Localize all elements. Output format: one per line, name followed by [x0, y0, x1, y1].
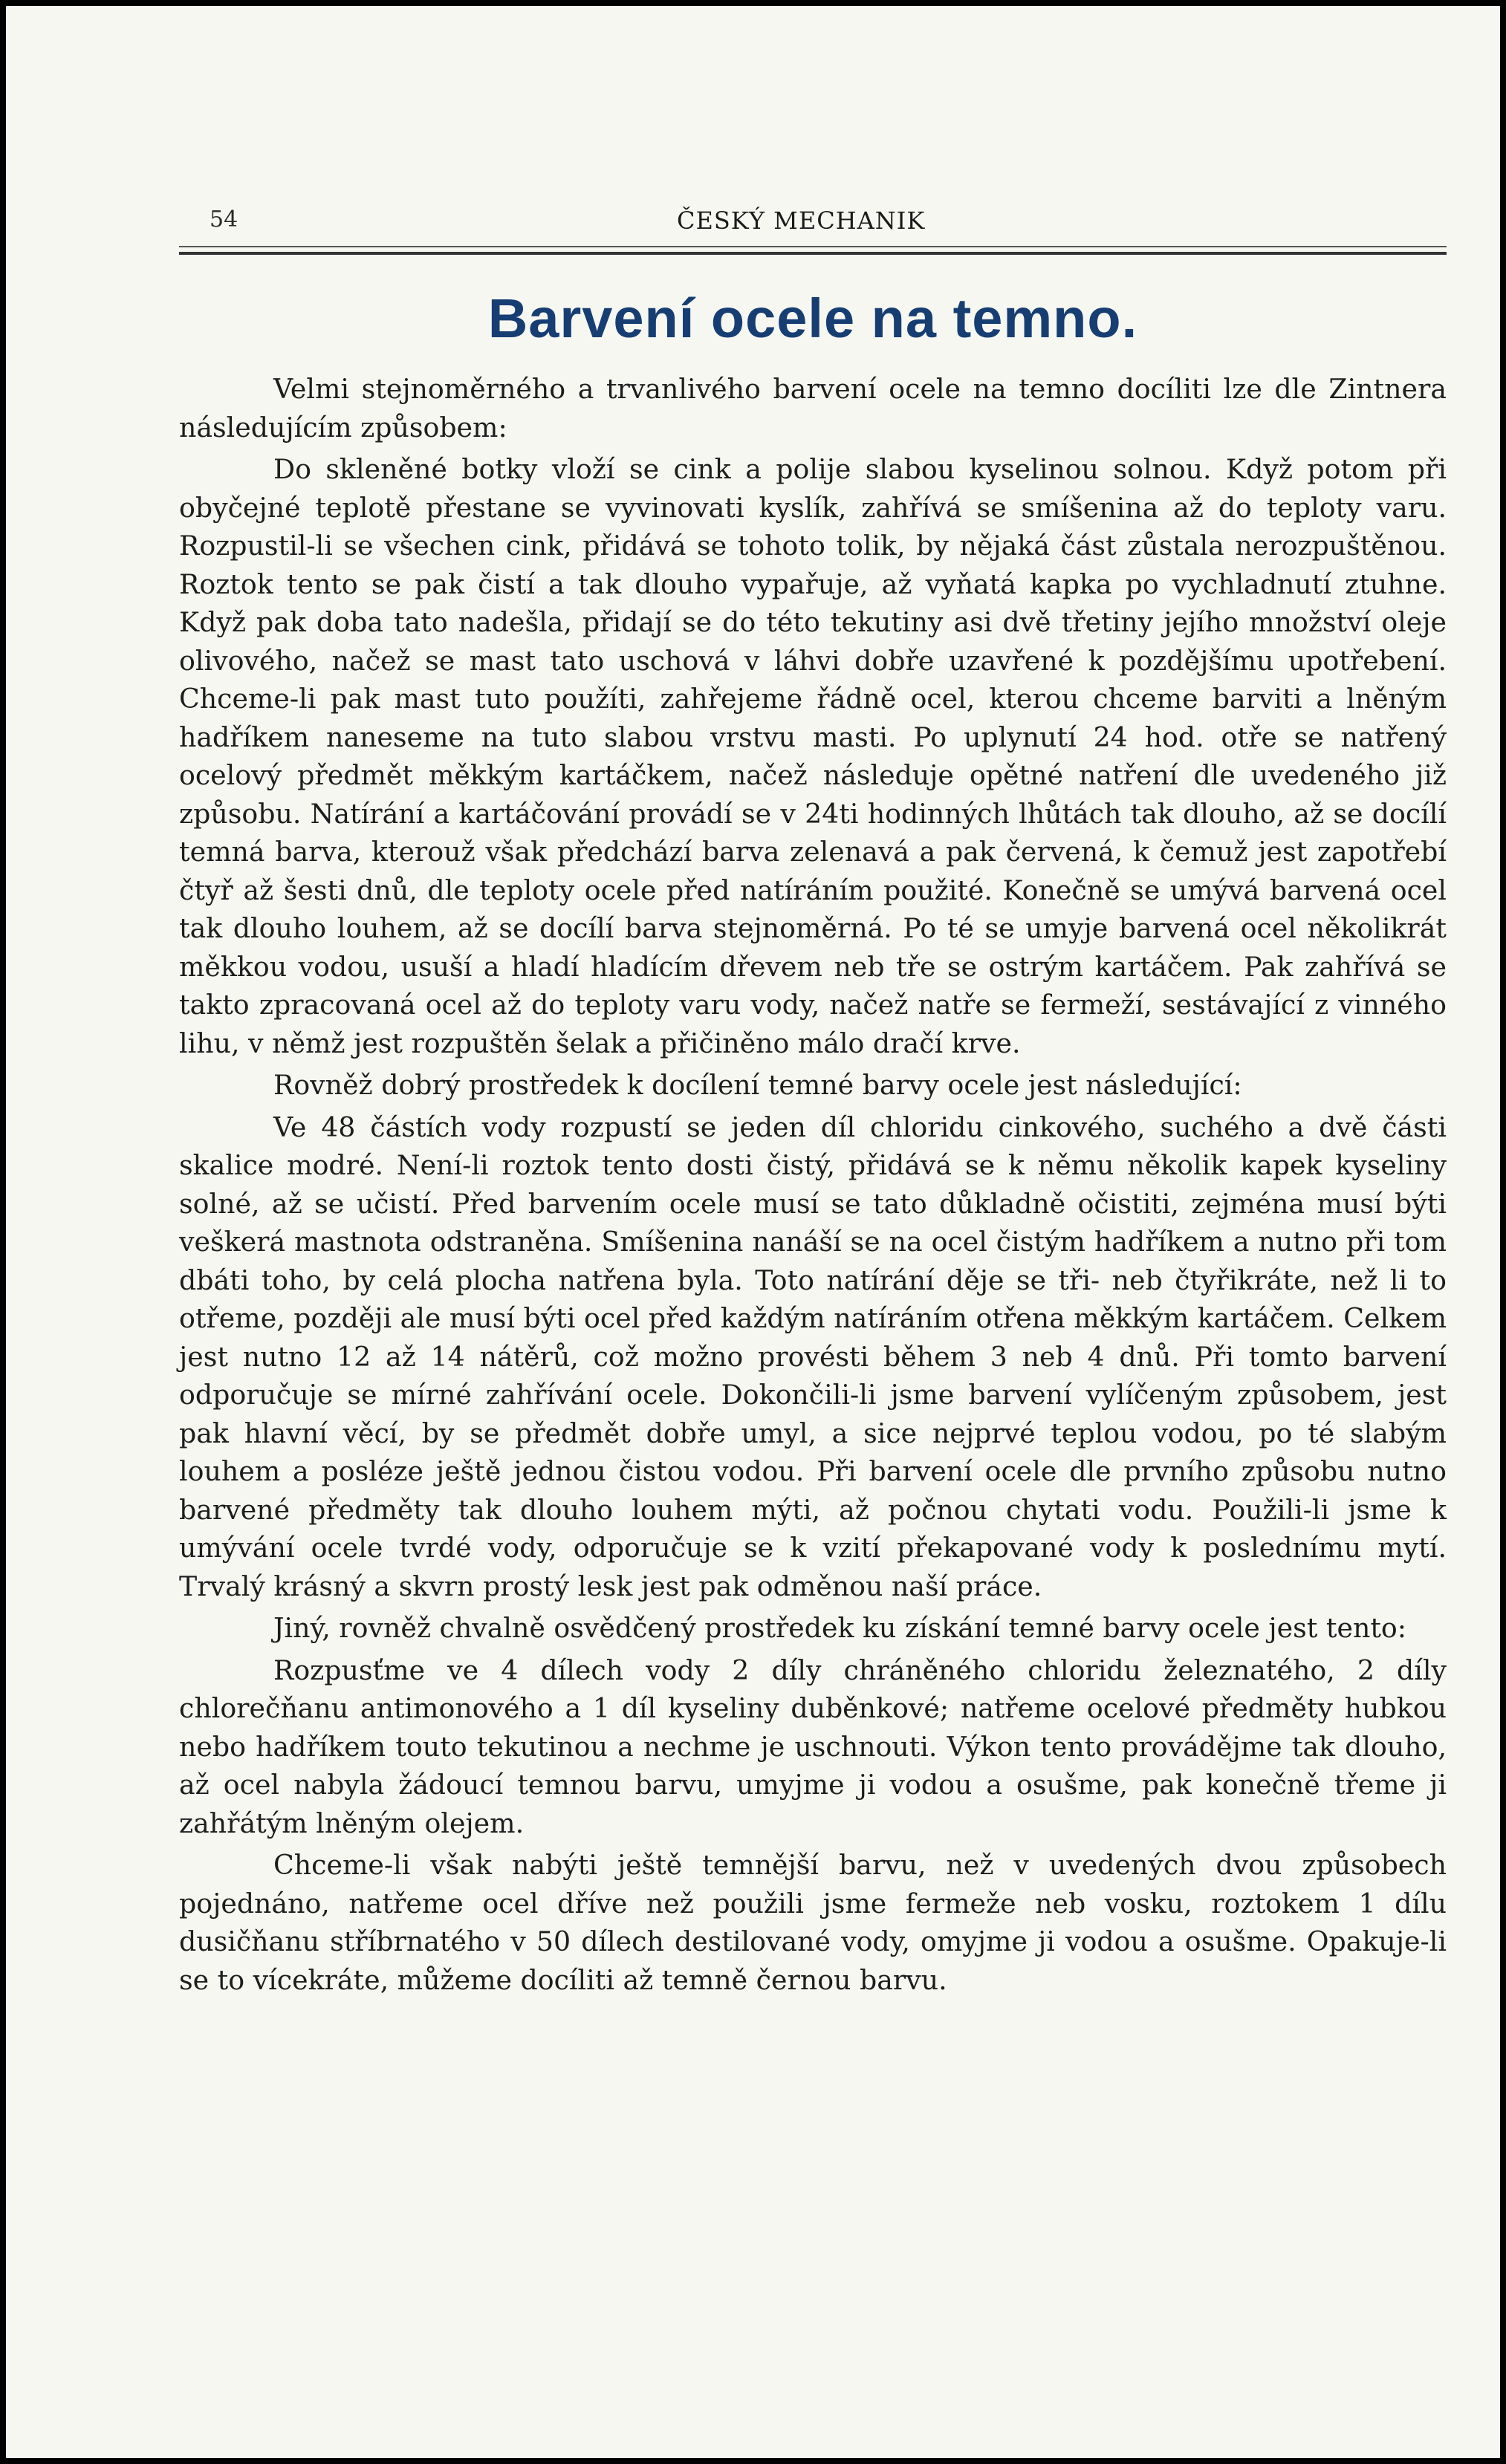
paragraph: Chceme-li však nabýti ještě temnější barvu, než v uvedených dvou způsobech pojednáno, natřeme ocel dříve než použili jsme fermeže neb vosku, roztokem 1 dílu dusičňanu stříbrnatého v 50 dílech destilované vody, omyjme ji vodou a osušme. Opakuje-li se to vícekráte, můžeme docíliti až temně černou barvu.	[179, 1849, 1447, 1996]
article-body	[179, 370, 1447, 2003]
header-rule	[179, 246, 1447, 247]
paragraph: Jiný, rovněž chvalně osvědčený prostředek ku získání temné barvy ocele jest tento:	[273, 1612, 1407, 1644]
paragraph: Do skleněné botky vloží se cink a polije slabou kyselinou solnou. Když potom při obyčejné teplotě přestane se vyvinovati kyslík, zahřívá se smíšenina až do teploty varu. Rozpustil-li se všechen cink, přidává se tohoto tolik, by nějaká část zůstala nerozpuštěnou. Roztok tento se pak čistí a tak dlouho vypařuje, až vyňatá kapka po vychladnutí ztuhne. Když pak doba tato nadešla, přidají se do této tekutiny asi dvě třetiny jejího množství oleje olivového, načež se mast tato uschová v láhvi dobře uzavřené k pozdějšímu upotřebení. Chceme-li pak mast tuto použíti, zahřejeme řádně ocel, kterou chceme barviti a lněným hadříkem naneseme na tuto slabou vrstvu masti. Po uplynutí 24 hod. otře se natřený ocelový předmět měkkým kartáčkem, načež následuje opětné natření dle uvedeného již způsobu. Natírání a kartáčování provádí se v 24ti hodinných lhůtách tak dlouho, až se docílí temná barva, kterouž však předchází barva zelenavá a pak červená, k čemuž jest zapotřebí čtyř až šesti dnů, dle teploty ocele před natíráním použité. Konečně se umývá barvená ocel tak dlouho louhem, až se docílí barva stejnoměrná. Po té se umyje barvená ocel několikrát měkkou vodou, usuší a hladí hladícím dřevem neb tře se ostrým kartáčem. Pak zahřívá se takto zpracovaná ocel až do teploty varu vody, načež natře se fermeží, sestávající z vinného lihu, v němž jest rozpuštěn šelak a přičiněno málo dračí krve.	[179, 453, 1447, 1059]
paragraph: Ve 48 částích vody rozpustí se jeden díl chloridu cinkového, suchého a dvě části skalice modré. Není-li roztok tento dosti čistý, přidává se k němu několik kapek kyseliny solné, až se učistí. Před barvením ocele musí se tato důkladně očistiti, zejména musí býti veškerá mastnota odstraněna. Smíšenina nanáší se na ocel čistým hadříkem a nutno při tom dbáti toho, by celá plocha natřena byla. Toto natírání děje se tři- neb čtyřikráte, než li to otřeme, později ale musí býti ocel před každým natíráním otřena měkkým kartáčem. Celkem jest nutno 12 až 14 nátěrů, což možno provésti během 3 neb 4 dnů. Při tomto barvení odporučuje se mírné zahřívání ocele. Dokončili-li jsme barvení vylíčeným způsobem, jest pak hlavní věcí, by se předmět dobře umyl, a sice nejprvé teplou vodou, po té slabým louhem a posléze ještě jednou čistou vodou. Při barvení ocele dle prvního způsobu nutno barvené předměty tak dlouho louhem mýti, až počnou chytati vodu. Použili-li jsme k umývání ocele tvrdé vody, odporučuje se k vzití překapované vody k poslednímu mytí. Trvalý krásný a skvrn prostý lesk jest pak odměnou naší práce.	[179, 1111, 1447, 1602]
paragraph: Velmi stejnoměrného a trvanlivého barvení ocele na temno docíliti lze dle Zintnera následujícím způsobem:	[179, 373, 1447, 443]
article-title: Barvení ocele na temno.	[487, 287, 1138, 349]
page-number: 54	[210, 207, 238, 233]
header-rule-thick	[179, 252, 1447, 255]
page-header	[179, 207, 1447, 242]
paragraph: Rozpusťme ve 4 dílech vody 2 díly chráněného chloridu železnatého, 2 díly chlorečňanu antimonového a 1 díl kyseliny duběnkové; natřeme ocelové předměty hubkou nebo hadříkem touto tekutinou a nechme je uschnouti. Výkon tento provádějme tak dlouho, až ocel nabyla žádoucí temnou barvu, umyjme ji vodou a osušme, pak konečně třeme ji zahřátým lněným olejem.	[179, 1654, 1447, 1839]
running-head: ČESKÝ MECHANIK	[677, 207, 926, 235]
scanned-page	[6, 6, 1500, 2458]
paragraph: Rovněž dobrý prostředek k docílení temné barvy ocele jest následující:	[273, 1069, 1242, 1101]
